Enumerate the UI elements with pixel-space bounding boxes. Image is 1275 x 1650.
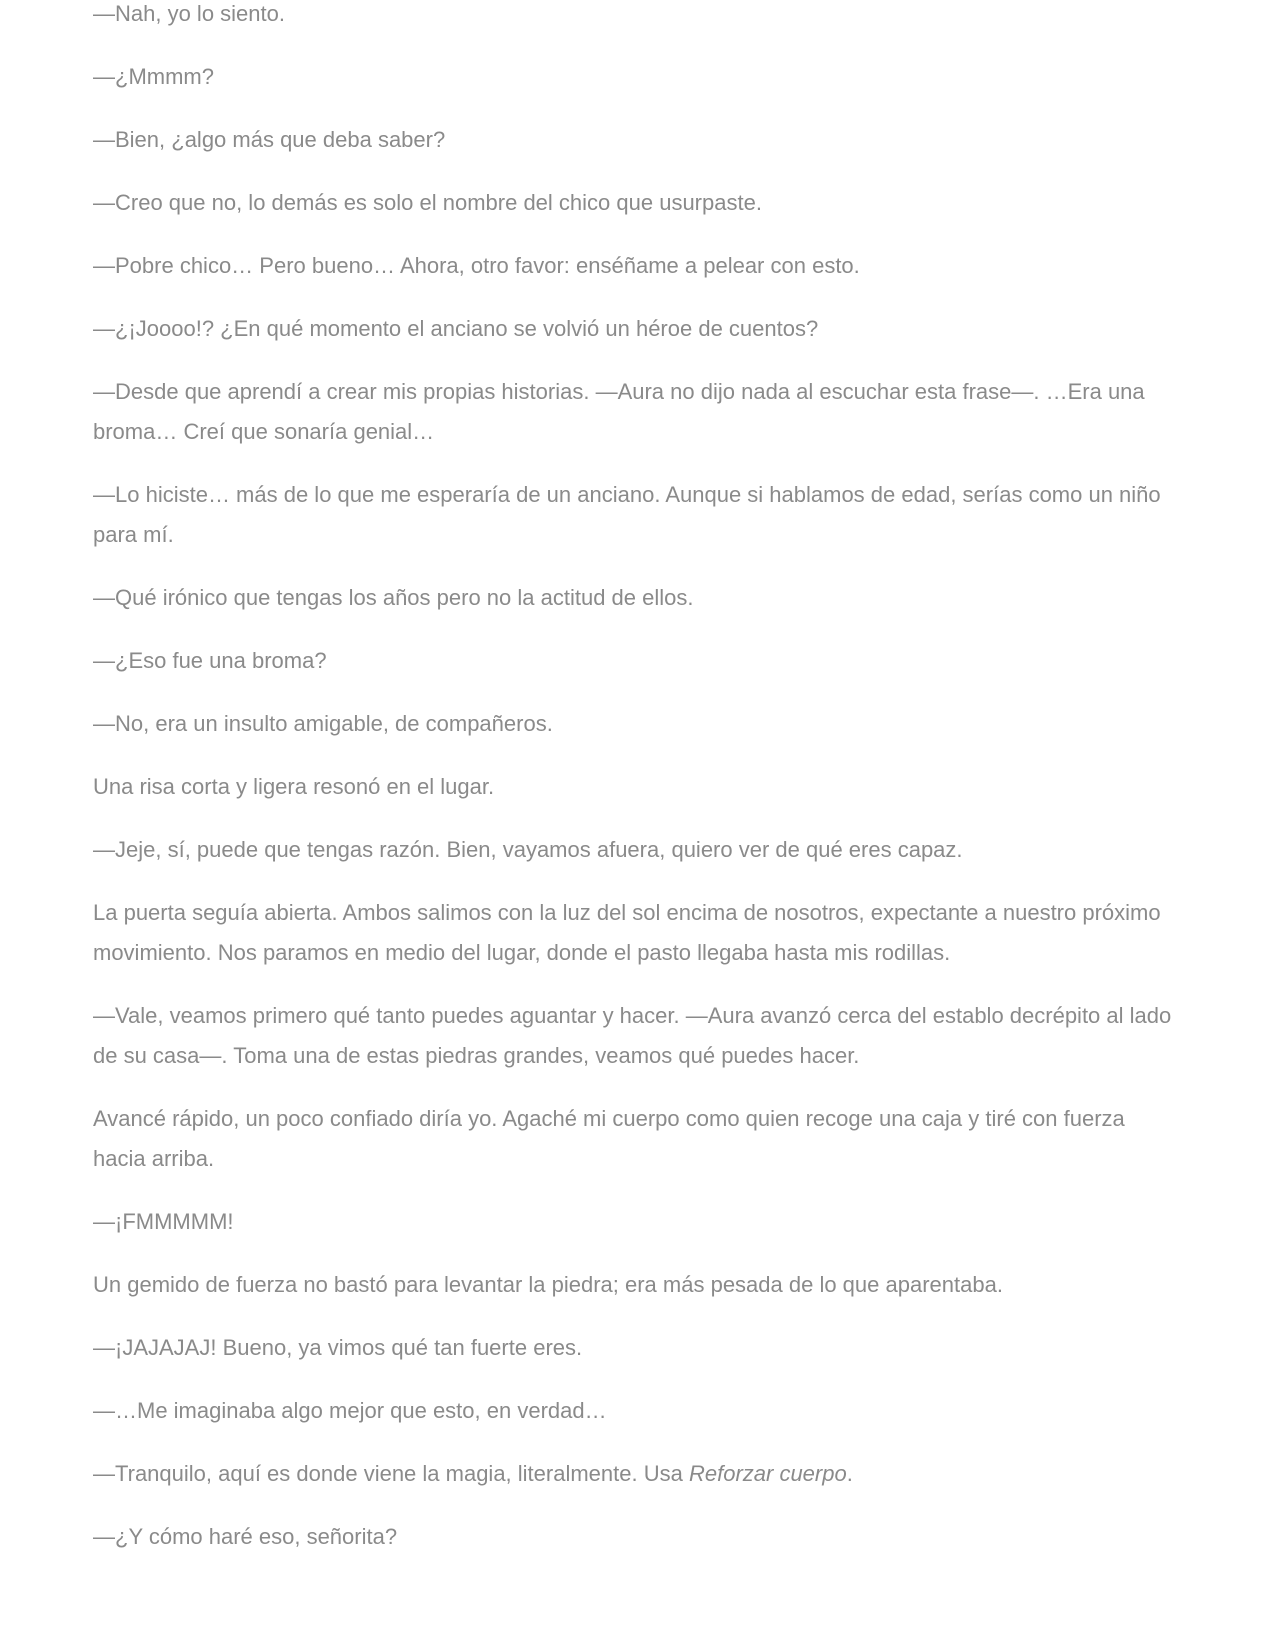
paragraph: —Desde que aprendí a crear mis propias historias. —Aura no dijo nada al escuchar esta frase—. …Era una broma… Creí que sonaría genial… bbox=[93, 379, 1145, 444]
paragraph-segment: —Tranquilo, aquí es donde viene la magia, literalmente. Usa bbox=[93, 1461, 689, 1486]
paragraph: —Pobre chico… Pero bueno… Ahora, otro favor: enséñame a pelear con esto. bbox=[93, 253, 860, 278]
document-page bbox=[93, 0, 1183, 1580]
paragraph: —¿Mmmm? bbox=[93, 64, 214, 89]
paragraph: —Bien, ¿algo más que deba saber? bbox=[93, 127, 446, 152]
paragraph: —Lo hiciste… más de lo que me esperaría de un anciano. Aunque si hablamos de edad, serías como un niño para mí. bbox=[93, 482, 1161, 547]
paragraph: —¡JAJAJAJ! Bueno, ya vimos qué tan fuerte eres. bbox=[93, 1335, 583, 1360]
paragraph: La puerta seguía abierta. Ambos salimos con la luz del sol encima de nosotros, expectante a nuestro próximo movimiento. Nos paramos en medio del lugar, donde el pasto llegaba hasta mis rodillas. bbox=[93, 900, 1161, 965]
paragraph: —…Me imaginaba algo mejor que esto, en verdad… bbox=[93, 1398, 607, 1423]
paragraph: —Jeje, sí, puede que tengas razón. Bien, vayamos afuera, quiero ver de qué eres capaz. bbox=[93, 837, 963, 862]
paragraph: —Creo que no, lo demás es solo el nombre del chico que usurpaste. bbox=[93, 190, 762, 215]
emphasis-text: Reforzar cuerpo bbox=[688, 1461, 847, 1486]
paragraph: —¿Eso fue una broma? bbox=[93, 648, 327, 673]
paragraph-with-emphasis bbox=[93, 1454, 1183, 1494]
paragraph: —¡FMMMMM! bbox=[93, 1209, 234, 1234]
paragraph: —Nah, yo lo siento. bbox=[93, 1, 285, 26]
paragraph: —Qué irónico que tengas los años pero no la actitud de ellos. bbox=[93, 585, 694, 610]
paragraph: —¿¡Joooo!? ¿En qué momento el anciano se volvió un héroe de cuentos? bbox=[93, 316, 819, 341]
paragraph: —Vale, veamos primero qué tanto puedes aguantar y hacer. —Aura avanzó cerca del establo decrépito al lado de su casa—. Toma una de estas piedras grandes, veamos qué puedes hacer. bbox=[93, 1003, 1172, 1068]
paragraph: Avancé rápido, un poco confiado diría yo. Agaché mi cuerpo como quien recoge una caja y tiré con fuerza hacia arriba. bbox=[93, 1106, 1125, 1171]
paragraph: Una risa corta y ligera resonó en el lugar. bbox=[93, 774, 495, 799]
paragraph: —No, era un insulto amigable, de compañeros. bbox=[93, 711, 553, 736]
paragraph: Un gemido de fuerza no bastó para levantar la piedra; era más pesada de lo que aparentaba. bbox=[93, 1272, 1003, 1297]
paragraph: —¿Y cómo haré eso, señorita? bbox=[93, 1524, 398, 1549]
paragraph-segment: . bbox=[846, 1461, 853, 1486]
